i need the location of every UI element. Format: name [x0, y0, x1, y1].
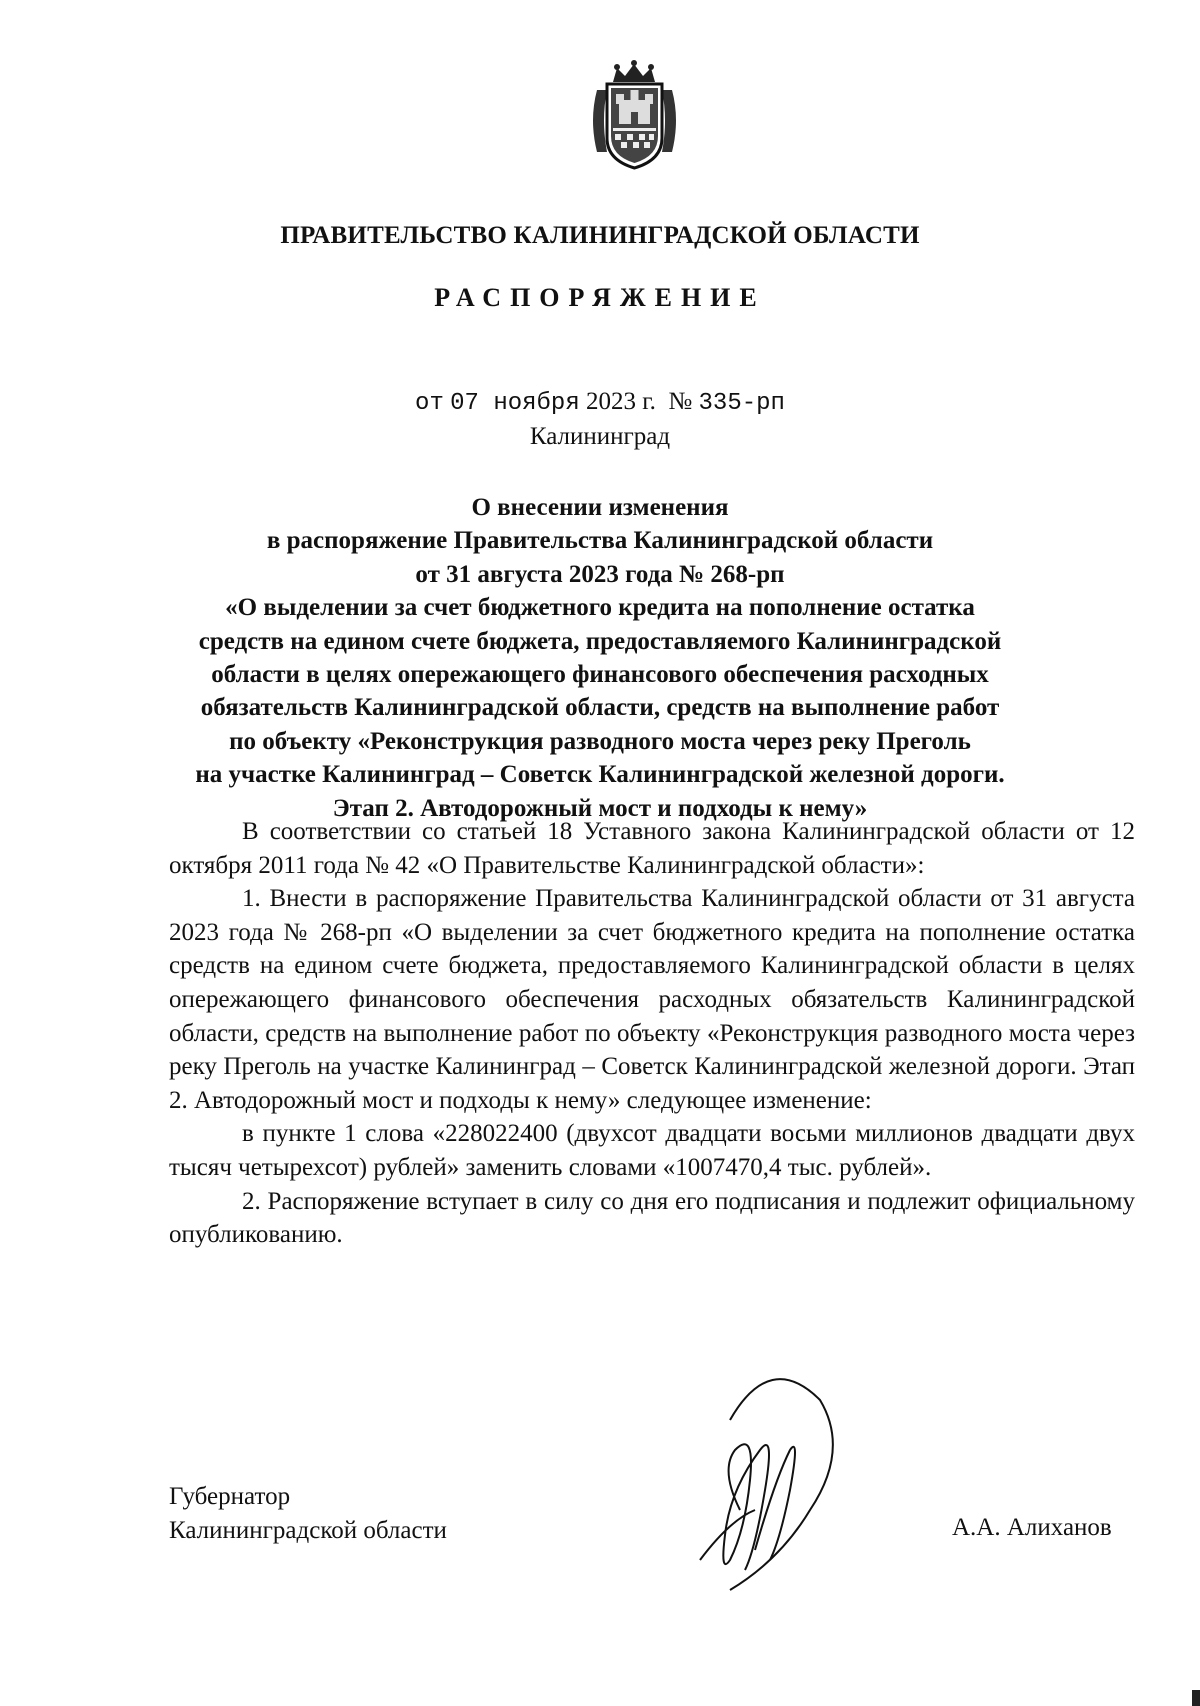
title-line: О внесении изменения	[471, 494, 729, 521]
title-line: в распоряжение Правительства Калининградской области	[266, 527, 934, 555]
title-line: от 31 августа 2023 года № 268-рп	[415, 560, 785, 588]
title-line: средств на едином счете бюджета, предоставляемого Калининградской	[198, 627, 1002, 655]
title-line: Этап 2. Автодорожный мост и подходы к нему»	[332, 794, 868, 822]
preamble-paragraph: В соответствии со статьей 18 Уставного закона Калининградской области от 12 октября 2011 года № 42 «О Правительстве Калининградской области»:	[169, 818, 1135, 879]
number-sign: №	[668, 388, 693, 415]
position-line: Губернатор	[169, 1483, 291, 1510]
document-body	[169, 815, 1135, 1252]
document-title	[0, 491, 1200, 825]
scan-edge-mark	[1192, 1690, 1200, 1706]
title-line: обязательств Калининградской области, средств на выполнение работ	[200, 694, 1000, 722]
coat-of-arms-icon	[583, 60, 686, 172]
document-number: 335-рп	[698, 390, 785, 417]
title-line: «О выделении за счет бюджетного кредита на пополнение остатка	[225, 594, 975, 622]
item-1-paragraph: 1. Внести в распоряжение Правительства Калининградской области от 31 августа 2023 года № 268-рп «О выделении за счет бюджетного кредита на пополнение остатка средств на едином счете бюджета, предоставляемого Калининградской области в целях опережающего финансового обеспечения расходных обязательств Калининградской области, средств на выполнение работ по объекту «Реконструкция разводного моста через реку Преголь на участке Калининград – Советск Калининградской железной дороги. Этап 2. Автодорожный мост и подходы к нему» следующее изменение:	[169, 885, 1135, 1114]
organization-name: ПРАВИТЕЛЬСТВО КАЛИНИНГРАДСКОЙ ОБЛАСТИ	[280, 222, 920, 249]
title-line: по объекту «Реконструкция разводного моста через реку Преголь	[229, 727, 971, 755]
date-year: 2023 г.	[585, 388, 656, 415]
handwritten-signature	[660, 1360, 860, 1600]
signatory-position	[169, 1480, 447, 1547]
title-line: области в целях опережающего финансового обеспечения расходных	[211, 661, 989, 689]
city: Калининград	[529, 423, 671, 450]
date-prefix: от	[415, 390, 444, 417]
date-value: 07 ноября	[450, 390, 580, 417]
signatory-name: А.А. Алиханов	[952, 1514, 1112, 1541]
date-number-line	[0, 388, 1200, 417]
item-2-paragraph: 2. Распоряжение вступает в силу со дня его подписания и подлежит официальному опубликованию.	[169, 1187, 1135, 1249]
title-line: на участке Калининград – Советск Калининградской железной дороги.	[195, 761, 1005, 789]
position-line: Калининградской области	[169, 1516, 447, 1544]
item-1-change-paragraph: в пункте 1 слова «228022400 (двухсот двадцати восьми миллионов двадцати двух тысяч четырехсот) рублей» заменить словами «1007470,4 тыс. рублей».	[169, 1120, 1135, 1181]
document-type: РАСПОРЯЖЕНИЕ	[434, 283, 766, 312]
